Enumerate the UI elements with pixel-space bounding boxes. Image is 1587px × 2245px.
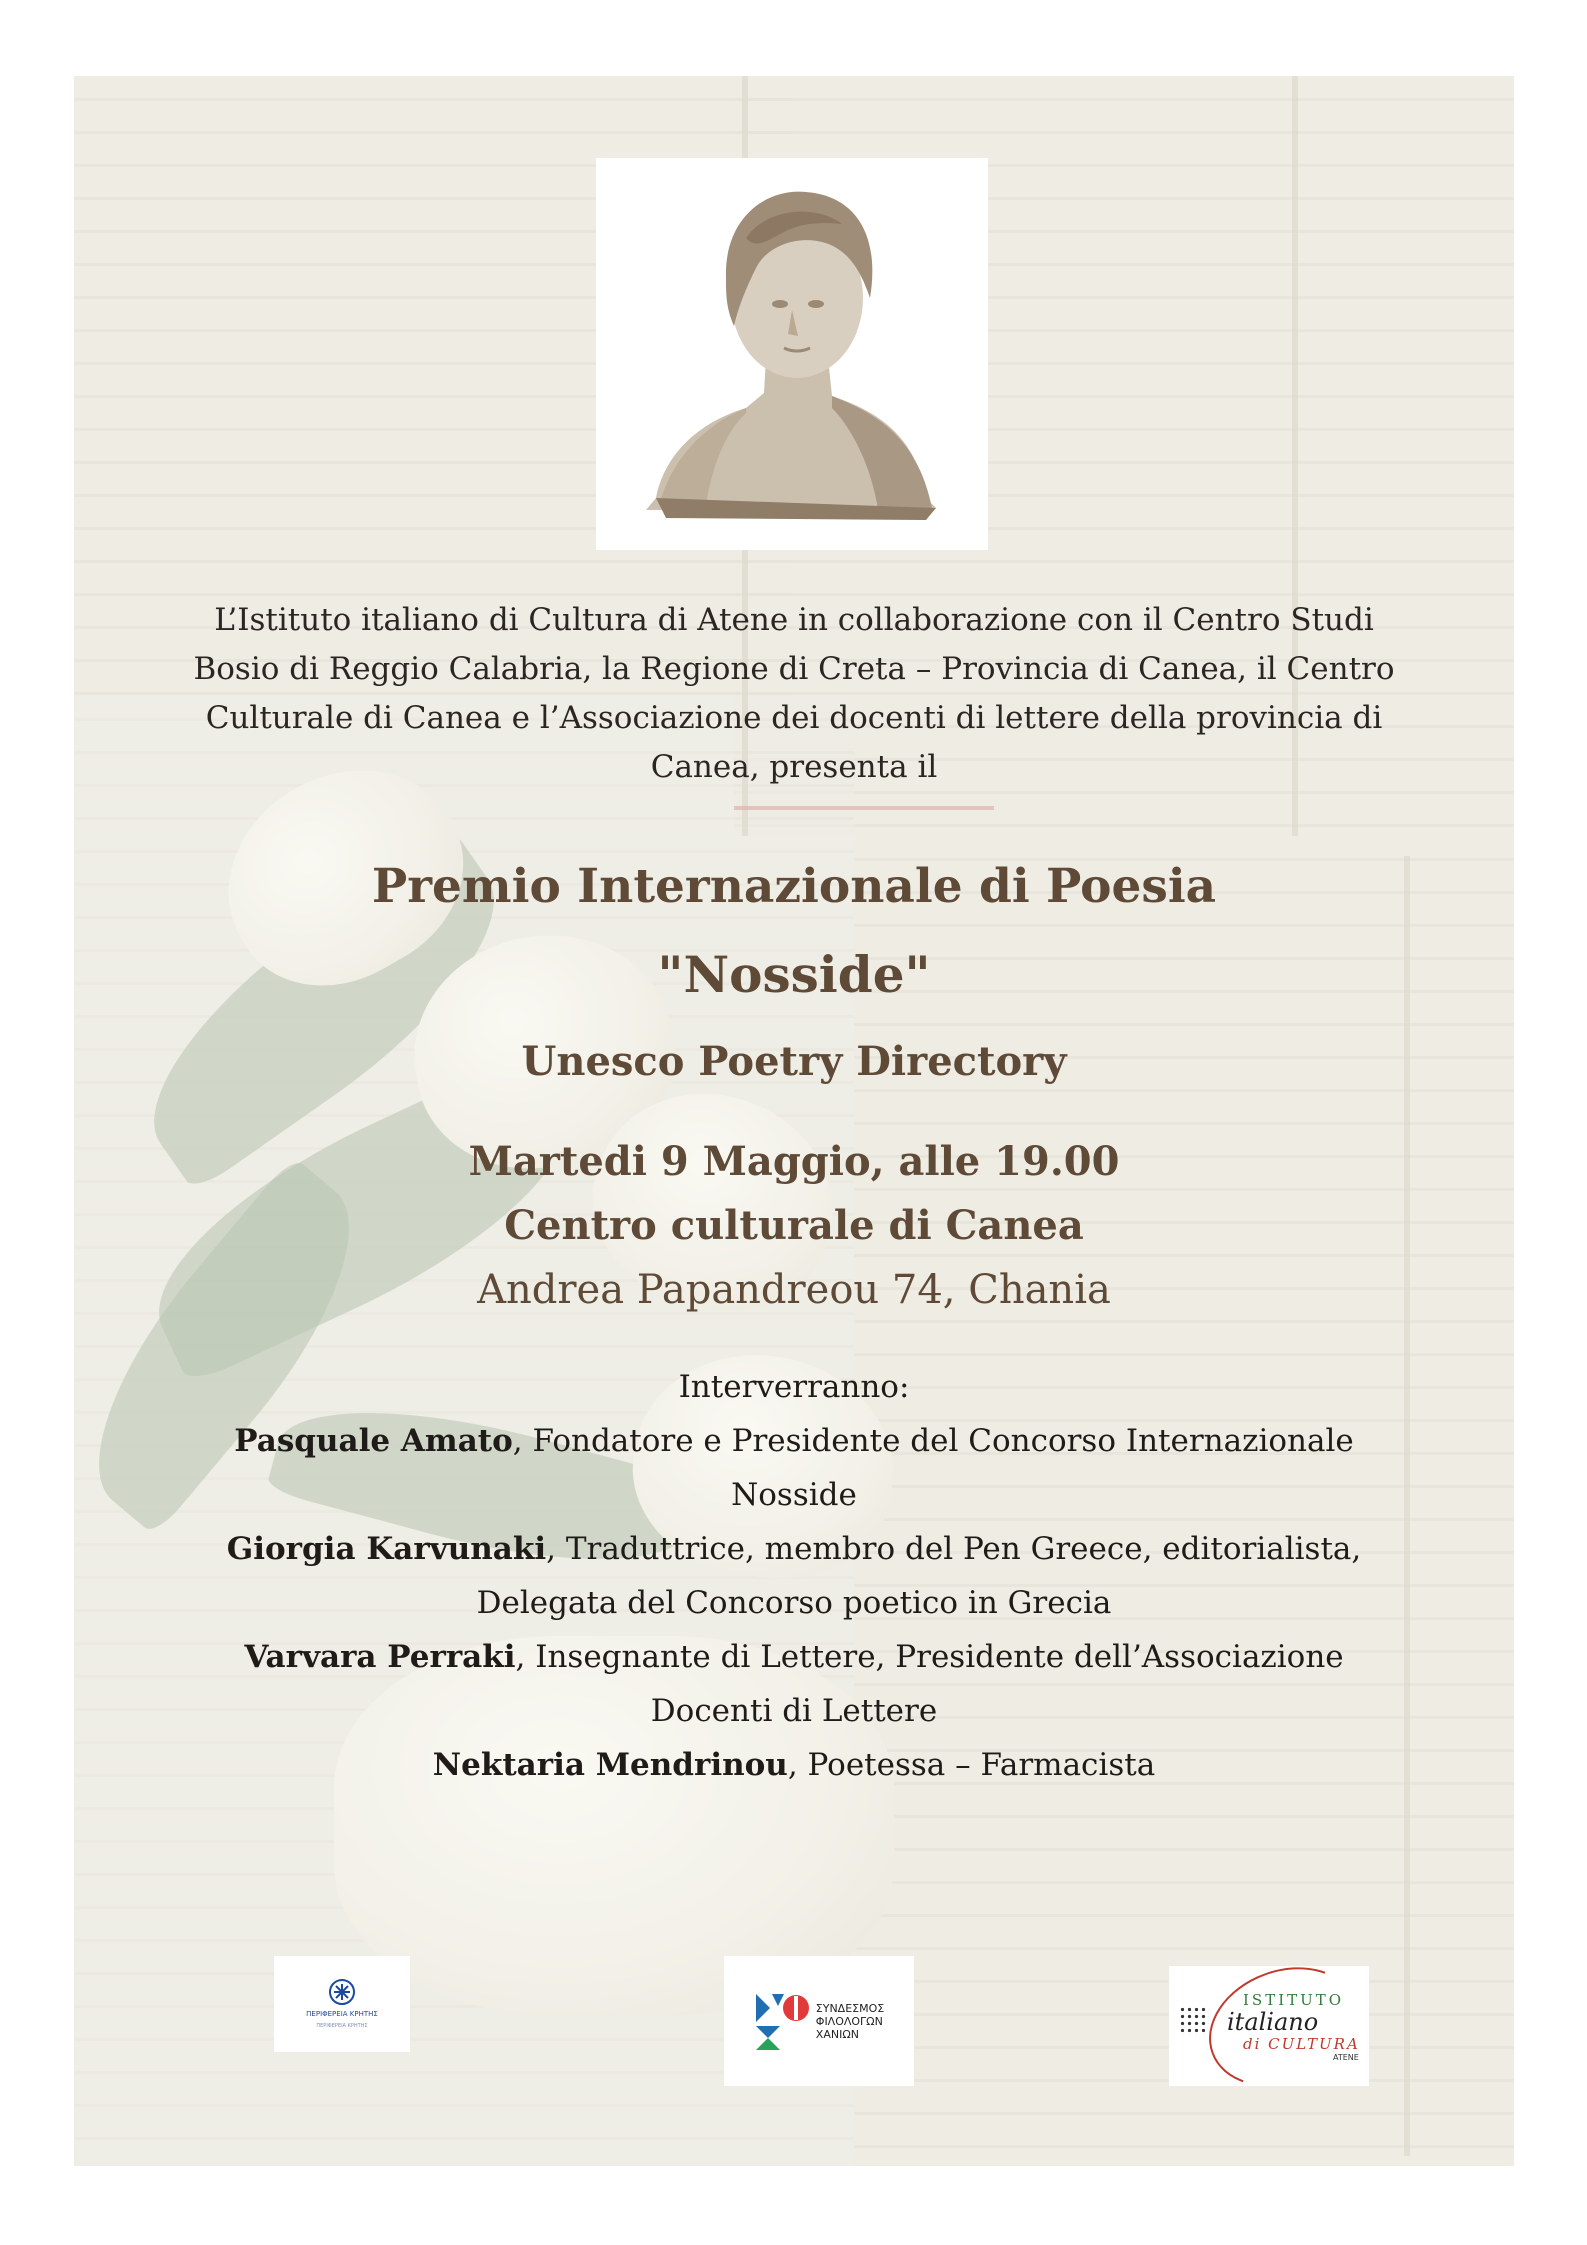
iic-logo-line: ATENE xyxy=(1333,2052,1359,2062)
speaker-name: Pasquale Amato xyxy=(234,1423,513,1459)
region-logo-subcaption: ΠΕΡΙΦΕΡΕΙΑ ΚΡΗΤΗΣ xyxy=(316,2023,368,2029)
region-logo-caption: ΠΕΡΙΦΕΡΕΙΑ ΚΡΗΤΗΣ xyxy=(306,2010,378,2018)
speakers-list xyxy=(184,1360,1404,1792)
syndesmos-logo-line: ΧΑΝΙΩΝ xyxy=(815,2027,859,2041)
award-subtitle: Unesco Poetry Directory xyxy=(521,1038,1067,1085)
award-name: "Nosside" xyxy=(657,945,931,1004)
speaker-name: Giorgia Karvunaki xyxy=(226,1531,547,1567)
event-address: Andrea Papandreou 74, Chania xyxy=(477,1267,1111,1313)
syndesmos-logo-line: ΣΥΝΔΕΣΜΟΣ xyxy=(815,2001,885,2015)
region-of-crete-logo xyxy=(274,1956,410,2052)
bust-sculpture-image xyxy=(596,158,988,550)
iic-logo-dots xyxy=(1179,2006,1209,2036)
speaker-role: , Traduttrice, membro del Pen Greece, editorialista, xyxy=(546,1531,1362,1567)
speaker-role: , Poetessa – Farmacista xyxy=(787,1747,1156,1783)
speaker-role-continued: Nosside xyxy=(731,1477,857,1513)
award-title: Premio Internazionale di Poesia xyxy=(371,859,1217,914)
poster xyxy=(74,76,1514,2166)
speaker-role-continued: Delegata del Concorso poetico in Grecia xyxy=(476,1585,1112,1621)
iic-logo-line: ISTITUTO xyxy=(1243,1990,1345,2009)
event-date: Martedi 9 Maggio, alle 19.00 xyxy=(468,1138,1120,1185)
speaker-role: , Insegnante di Lettere, Presidente dell’Associazione xyxy=(515,1639,1344,1675)
intro-line: Canea, presenta il xyxy=(650,749,938,785)
speaker-entry xyxy=(184,1630,1404,1684)
speakers-label: Interverranno: xyxy=(678,1369,910,1405)
event-venue: Centro culturale di Canea xyxy=(504,1202,1084,1249)
bust-illustration xyxy=(596,158,988,550)
speaker-name: Varvara Perraki xyxy=(244,1639,516,1675)
region-emblem-icon xyxy=(325,1977,359,2007)
syndesmos-logo-text xyxy=(810,2002,884,2041)
speaker-entry xyxy=(184,1522,1404,1576)
intro-line: Culturale di Canea e l’Associazione dei docenti di lettere della provincia di xyxy=(205,700,1383,736)
istituto-italiano-cultura-logo xyxy=(1169,1966,1369,2086)
speaker-entry xyxy=(184,1738,1404,1792)
syndesmos-emblem-icon xyxy=(754,1990,810,2052)
syndesmos-filologon-logo xyxy=(724,1956,914,2086)
speaker-role: , Fondatore e Presidente del Concorso Internazionale xyxy=(512,1423,1354,1459)
iic-logo-arc xyxy=(1192,1947,1376,2107)
syndesmos-logo-line: ΦΙΛΟΛΟΓΩΝ xyxy=(815,2014,883,2028)
speaker-role-continued: Docenti di Lettere xyxy=(650,1693,938,1729)
speaker-entry xyxy=(184,1414,1404,1468)
intro-line: L’Istituto italiano di Cultura di Atene in collaborazione con il Centro Studi xyxy=(214,602,1374,638)
speaker-name: Nektaria Mendrinou xyxy=(432,1747,788,1783)
intro-paragraph xyxy=(174,596,1414,792)
iic-logo-line: di CULTURA xyxy=(1243,2034,1360,2053)
intro-line: Bosio di Reggio Calabria, la Regione di Creta – Provincia di Canea, il Centro xyxy=(193,651,1395,687)
iic-logo-line: italiano xyxy=(1227,2007,1319,2036)
